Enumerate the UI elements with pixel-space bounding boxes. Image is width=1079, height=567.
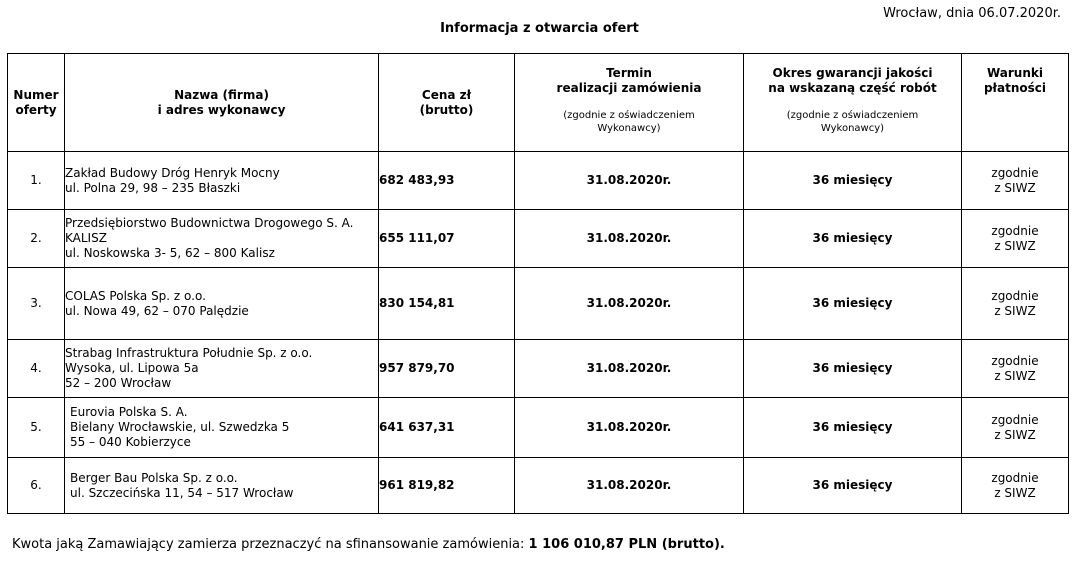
offer-term: 31.08.2020r. [515, 210, 744, 268]
table-row [8, 268, 1069, 340]
table-header-row [8, 54, 1069, 152]
offer-number: 4. [8, 340, 65, 398]
header-price: Cena zł (brutto) [379, 54, 515, 152]
budget-note-text: Kwota jaką Zamawiający zamierza przeznaczyć na sfinansowanie zamówienia: [12, 537, 525, 552]
budget-note [12, 537, 725, 552]
offer-price: 655 111,07 [379, 210, 515, 268]
offer-firm: Przedsiębiorstwo Budownictwa Drogowego S. A. KALISZ ul. Noskowska 3- 5, 62 – 800 Kalisz [65, 210, 379, 268]
offer-payment: zgodnie z SIWZ [962, 268, 1069, 340]
offer-firm: Strabag Infrastruktura Południe Sp. z o.o. Wysoka, ul. Lipowa 5a 52 – 200 Wrocław [65, 340, 379, 398]
offer-term: 31.08.2020r. [515, 268, 744, 340]
header-firm: Nazwa (firma) i adres wykonawcy [65, 54, 379, 152]
offer-term: 31.08.2020r. [515, 152, 744, 210]
offer-warranty: 36 miesięcy [744, 398, 962, 458]
header-term: Termin realizacji zamówienia (zgodnie z oświadczeniem Wykonawcy) [515, 54, 744, 152]
header-number: Numer oferty [8, 54, 65, 152]
offer-warranty: 36 miesięcy [744, 268, 962, 340]
document-date: Wrocław, dnia 06.07.2020r. [883, 6, 1061, 21]
offer-firm: Eurovia Polska S. A. Bielany Wrocławskie, ul. Szwedzka 5 55 – 040 Kobierzyce [65, 398, 379, 458]
offer-warranty: 36 miesięcy [744, 458, 962, 514]
table-row [8, 152, 1069, 210]
header-term-note: (zgodnie z oświadczeniem Wykonawcy) [563, 110, 695, 134]
table-row [8, 458, 1069, 514]
offers-table [7, 53, 1069, 514]
header-warranty-note: (zgodnie z oświadczeniem Wykonawcy) [786, 110, 919, 134]
budget-amount: 1 106 010,87 PLN (brutto). [528, 537, 725, 552]
offer-number: 1. [8, 152, 65, 210]
offer-number: 6. [8, 458, 65, 514]
document-title: Informacja z otwarcia ofert [440, 21, 639, 36]
header-warranty: Okres gwarancji jakości na wskazaną część robót (zgodnie z oświadczeniem Wykonawcy) [744, 54, 962, 152]
offer-number: 5. [8, 398, 65, 458]
offer-term: 31.08.2020r. [515, 340, 744, 398]
offer-warranty: 36 miesięcy [744, 152, 962, 210]
offer-price: 641 637,31 [379, 398, 515, 458]
offer-number: 2. [8, 210, 65, 268]
offer-term: 31.08.2020r. [515, 458, 744, 514]
table-row [8, 340, 1069, 398]
offer-payment: zgodnie z SIWZ [962, 340, 1069, 398]
offer-price: 961 819,82 [379, 458, 515, 514]
table-row [8, 398, 1069, 458]
offer-payment: zgodnie z SIWZ [962, 210, 1069, 268]
offer-warranty: 36 miesięcy [744, 340, 962, 398]
offer-warranty: 36 miesięcy [744, 210, 962, 268]
offer-payment: zgodnie z SIWZ [962, 458, 1069, 514]
offer-number: 3. [8, 268, 65, 340]
offer-term: 31.08.2020r. [515, 398, 744, 458]
offer-firm: Berger Bau Polska Sp. z o.o. ul. Szczecińska 11, 54 – 517 Wrocław [65, 458, 379, 514]
offer-price: 682 483,93 [379, 152, 515, 210]
offer-firm: Zakład Budowy Dróg Henryk Mocny ul. Polna 29, 98 – 235 Błaszki [65, 152, 379, 210]
offer-payment: zgodnie z SIWZ [962, 398, 1069, 458]
header-payment: Warunki płatności [962, 54, 1069, 152]
table-row [8, 210, 1069, 268]
offer-price: 957 879,70 [379, 340, 515, 398]
offer-firm: COLAS Polska Sp. z o.o. ul. Nowa 49, 62 – 070 Palędzie [65, 268, 379, 340]
offer-price: 830 154,81 [379, 268, 515, 340]
offer-payment: zgodnie z SIWZ [962, 152, 1069, 210]
